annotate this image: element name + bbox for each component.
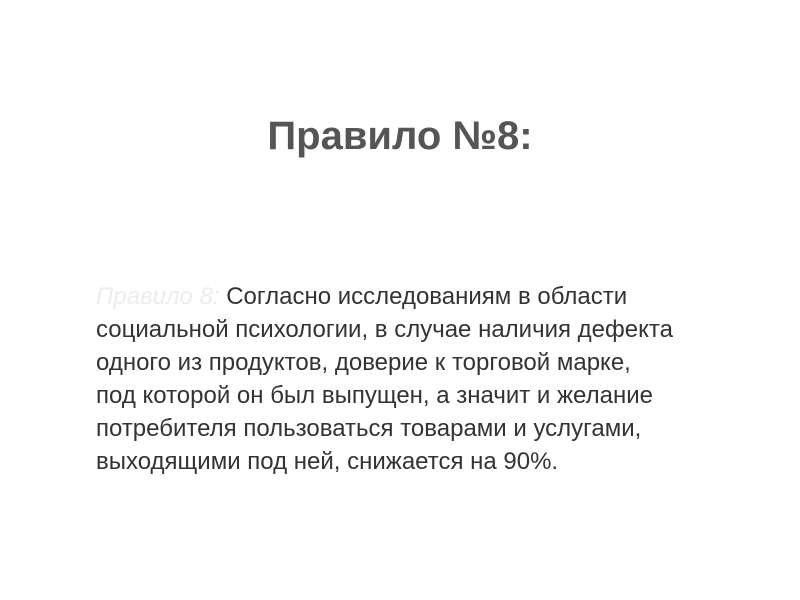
slide-title: Правило №8:	[267, 114, 533, 158]
body-line-1-text: Согласно исследованиям в области	[219, 283, 628, 310]
slide-body	[96, 280, 756, 478]
body-line-1	[96, 280, 756, 313]
body-line-6: выходящими под ней, снижается на 90%.	[96, 448, 559, 475]
body-line-5: потребителя пользоваться товарами и услугами,	[96, 415, 642, 442]
body-line-3: одного из продуктов, доверие к торговой марке,	[96, 349, 631, 376]
body-lead-text: Правило 8:	[96, 283, 220, 310]
body-line-4: под которой он был выпущен, а значит и желание	[96, 382, 653, 409]
body-line-2: социальной психологии, в случае наличия дефекта	[96, 316, 673, 343]
